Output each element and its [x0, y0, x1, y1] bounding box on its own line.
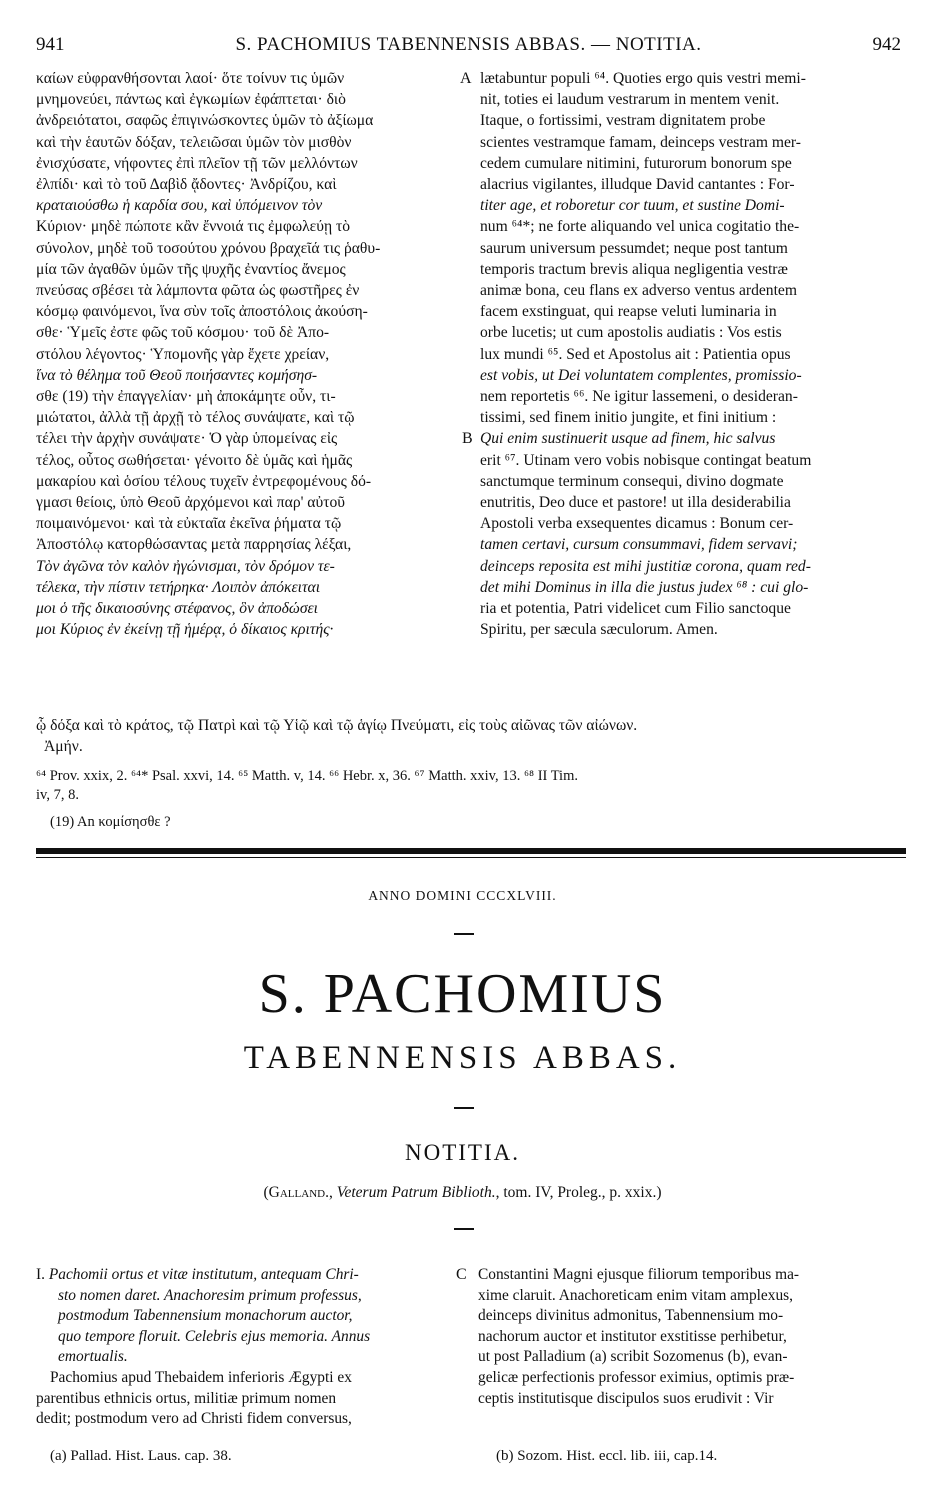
- greek-line: σθε (19) τὴν ἐπαγγελίαν· μὴ ἀποκάμητε οὖν, τι-: [36, 388, 336, 406]
- footnote-19: (19) Αn κομίσησθε ?: [50, 814, 171, 830]
- greek-text-column: [36, 68, 456, 640]
- greek-line: Κύριον· μηδὲ πώποτε κἂν ἔννοιά τις ἐμφωλεύῃ τὸ: [36, 218, 351, 236]
- page-number-right: 942: [872, 34, 901, 55]
- body-line: parentibus ethnicis ortus, militiæ primum nomen: [36, 1389, 337, 1407]
- notitia-right-column: [478, 1265, 902, 1409]
- latin-line: tissimi, sed finem initio jungite, et fini initium :: [480, 409, 777, 427]
- greek-line: ἐλπίδι· καὶ τὸ τοῦ Δαβὶδ ᾄδοντες· Ἀνδρίζου, καὶ: [36, 176, 337, 194]
- body-line: dedit; postmodum vero ad Christi fidem conversus,: [36, 1410, 352, 1428]
- anno-domini: ANNO DOMINI CCCXLVIII.: [368, 888, 557, 903]
- latin-line: det mihi Dominus in illa die justus judex ⁶⁸ : cui glo-: [480, 578, 809, 596]
- greek-closing-line: Ἀμήν.: [44, 738, 83, 756]
- summary-number: I.: [36, 1266, 45, 1283]
- latin-line: Qui enim sustinuerit usque ad finem, hic salvus: [480, 430, 776, 448]
- greek-line: μοι ὁ τῆς δικαιοσύνης στέφανος, ὃν ἀποδώσει: [36, 600, 318, 618]
- page-number-left: 941: [36, 34, 65, 55]
- scripture-line: iv, 7, 8.: [36, 787, 79, 803]
- footnote-b: (b) Sozom. Hist. eccl. lib. iii, cap.14.: [496, 1448, 718, 1464]
- dash-separator: [454, 1228, 474, 1230]
- latin-line: erit ⁶⁷. Utinam vero vobis nobisque contingat beatum: [480, 451, 812, 469]
- greek-line: στόλου λέγοντος· Ὑπομονῆς γὰρ ἔχετε χρείαν,: [36, 345, 330, 363]
- section-subtitle: TABENNENSIS ABBAS.: [243, 1040, 682, 1076]
- notitia-left-column: [36, 1265, 456, 1430]
- body-line: Pachomius apud Thebaidem inferioris Ægypti ex: [50, 1368, 352, 1386]
- latin-line: enutritis, Deo duce et pastore! ut illa desiderabilia: [480, 494, 791, 512]
- latin-line: Spiritu, per sæcula sæculorum. Amen.: [480, 621, 718, 639]
- latin-line: temporis tractum brevis aliqua negligentia vestræ: [480, 260, 788, 278]
- greek-line: μιώτατοι, ἀλλὰ τῇ ἀρχῇ τὸ τέλος συνάψατε, καὶ τῷ: [36, 409, 355, 427]
- running-title: S. PACHOMIUS TABENNENSIS ABBAS. — NOTITIA.: [235, 34, 702, 55]
- greek-line: κραταιούσθω ἡ καρδία σου, καὶ ὑπόμεινον τὸν: [36, 197, 323, 215]
- summary-text: Pachomii ortus et vitæ institutum, antequam Chri-: [48, 1266, 359, 1283]
- summary-line: postmodum Tabennensium monachorum auctor,: [58, 1307, 353, 1325]
- greek-line: σύνολον, μηδὲ τοῦ τοσούτου χρόνου βραχεῖά τις ῥαθυ-: [36, 239, 381, 257]
- greek-line: Ἀποστόλῳ κατορθώσαντας μετὰ παρρησίας λέξαι,: [36, 536, 352, 554]
- greek-line: Τὸν ἀγῶνα τὸν καλὸν ἠγώνισμαι, τὸν δρόμον τε-: [36, 557, 335, 575]
- body-line: ut post Palladium (a) scribit Sozomenus (b), evan-: [478, 1348, 788, 1366]
- footnote-a: (a) Pallad. Hist. Laus. cap. 38.: [50, 1448, 232, 1464]
- greek-line: ἵνα τὸ θέλημα τοῦ Θεοῦ ποιήσαντες κομήσησ-: [36, 366, 318, 384]
- greek-line: τέλει τὴν ἀρχὴν συνάψατε· Ὁ γὰρ ὑπομείνας εἰς: [36, 430, 338, 448]
- latin-line: Apostoli verba exsequentes dicamus : Bonum cer-: [480, 515, 794, 533]
- latin-line: sanctumque terminum consequi, divino dogmate: [480, 472, 784, 490]
- greek-line: μία τῶν ἀγαθῶν ὑμῶν τῆς ψυχῆς ἐναντίος ἄνεμος: [36, 260, 346, 278]
- latin-line: nit, toties ei laudum vestrarum in mentem venit.: [480, 91, 780, 109]
- scripture-references: [36, 767, 901, 832]
- latin-line: lætabuntur populi ⁶⁴. Quoties ergo quis vestri memi-: [480, 70, 806, 87]
- latin-line: saurum universum pessumdet; neque post tantum: [480, 239, 788, 257]
- source-author: Galland.: [268, 1184, 329, 1201]
- greek-line: ἀνδρειότατοι, σαφῶς ἐπιγινώσκοντες ὑμῶν τὸ ἀξίωμα: [36, 112, 374, 130]
- latin-line: tamen certavi, cursum consummavi, fidem servavi;: [480, 536, 798, 554]
- greek-closing-text: [36, 715, 901, 757]
- body-line: ceptis institutisque discipulos suos erudivit : Vir: [478, 1389, 774, 1407]
- greek-line: ποιμαινόμενοι· καὶ τὰ εὐκταῖα ἐκεῖνα ῥήματα τῷ: [36, 515, 342, 533]
- greek-line: τέλος, οὗτος σωθήσεται· γένοιτο δὲ ὑμᾶς καὶ ἡμᾶς: [36, 451, 353, 469]
- greek-line: ἐνισχύσατε, νήφοντες ἐπὶ πλεῖον τῇ τῶν μελλόντων: [36, 154, 358, 172]
- latin-line: scientes vestramque famam, deinceps vestram mer-: [480, 133, 801, 151]
- source-citation: (Galland., Veterum Patrum Biblioth., tom. IV, Proleg., p. xxix.): [263, 1184, 662, 1201]
- greek-line: τέλεκα, τὴν πίστιν τετήρηκα· Λοιπὸν ἀπόκειται: [36, 578, 321, 596]
- greek-line: καὶ τὴν ἑαυτῶν δόξαν, τελειῶσαι ὑμῶν τὸν μισθὸν: [36, 133, 352, 151]
- section-title: S. PACHOMIUS: [258, 963, 667, 1025]
- latin-line: est vobis, ut Dei voluntatem complentes, promissio-: [480, 366, 802, 384]
- notitia-heading: NOTITIA.: [405, 1140, 520, 1165]
- section-divider-thick: [36, 848, 906, 854]
- latin-line: facem exstinguat, qui reapse veluti luminaria in: [480, 303, 777, 321]
- body-line: nachorum auctor et institutor exstitisse perhibetur,: [478, 1327, 787, 1345]
- latin-line: Itaque, o fortissimi, vestram dignitatem probe: [480, 112, 766, 130]
- body-line: Constantini Magni ejusque filiorum temporibus ma-: [478, 1266, 800, 1283]
- latin-line: titer age, et roboretur cor tuum, et sustine Domi-: [480, 197, 785, 215]
- latin-line: orbe lucetis; ut cum apostolis audiatis : Vos estis: [480, 324, 782, 342]
- body-line: gelicæ perfectionis professor eximius, optimis præ-: [478, 1368, 795, 1386]
- latin-line: animæ bona, ceu flans ex adverso ventus ardentem: [480, 282, 797, 300]
- greek-line: μνημονεύει, πάντως καὶ ἐγκωμίων ἐφάπτεται· διὸ: [36, 91, 346, 109]
- body-line: deinceps divinitus admonitus, Tabennensium mo-: [478, 1307, 784, 1325]
- running-header: [36, 34, 901, 58]
- summary-line: quo tempore floruit. Celebris ejus memoria. Annus: [58, 1327, 371, 1345]
- section-divider-thin: [36, 857, 906, 858]
- dash-separator: [454, 933, 474, 935]
- margin-letter-b: B: [462, 430, 473, 447]
- source-rest: , tom. IV, Proleg., p. xxix.): [495, 1184, 662, 1201]
- latin-line: lux mundi ⁶⁵. Sed et Apostolus ait : Patientia opus: [480, 345, 791, 363]
- latin-line: num ⁶⁴*; ne forte aliquando vel unica cogitatio the-: [480, 218, 800, 236]
- summary-line: sto nomen daret. Anachoresim primum professus,: [58, 1286, 362, 1304]
- summary-line: [36, 1265, 456, 1286]
- summary-line: emortualis.: [58, 1348, 128, 1366]
- latin-text-column: [480, 68, 902, 640]
- greek-line: μακαρίου καὶ ὁσίου τέλους τυχεῖν ἐντρεφομένους δό-: [36, 472, 372, 490]
- latin-line: cedem cumulare nitimini, futurorum bonorum spe: [480, 154, 792, 172]
- margin-letter-a: A: [460, 70, 472, 87]
- greek-line: σθε· Ὑμεῖς ἐστε φῶς τοῦ κόσμου· τοῦ δὲ Ἀπο-: [36, 324, 330, 342]
- greek-line: καίων εὐφρανθήσονται λαοί· ὅτε τοίνυν τις ὑμῶν: [36, 70, 345, 87]
- margin-letter-c: C: [456, 1266, 467, 1283]
- greek-closing-line: ᾧ δόξα καὶ τὸ κράτος, τῷ Πατρὶ καὶ τῷ Υἱῷ καὶ τῷ ἁγίῳ Πνεύματι, εἰς τοὺς αἰῶνας τῶν αἰώνων.: [36, 717, 638, 734]
- latin-line: alacrius vigilantes, illudque David cantantes : For-: [480, 176, 795, 194]
- dash-separator: [454, 1107, 474, 1109]
- latin-line: nem reportetis ⁶⁶. Ne igitur lassemeni, o desideran-: [480, 388, 798, 406]
- scripture-line: ⁶⁴ Prov. xxix, 2. ⁶⁴* Psal. xxvi, 14. ⁶⁵ Matth. v, 14. ⁶⁶ Hebr. x, 36. ⁶⁷ Matth. xxiv, 13. ⁶⁸ II Tim.: [36, 768, 578, 784]
- greek-line: μοι Κύριος ἐν ἐκείνῃ τῇ ἡμέρᾳ, ὁ δίκαιος κριτής·: [36, 621, 334, 639]
- source-open: (: [263, 1184, 269, 1201]
- greek-line: κόσμῳ φαινόμενοι, ἵνα σὺν τοῖς ἀποστόλοις ἀκούση-: [36, 303, 368, 321]
- greek-line: γμασι θείοις, ὑπὸ Θεοῦ ἀρχόμενοι καὶ παρ' αὐτοῦ: [36, 494, 345, 512]
- body-line: xime claruit. Anachoreticam enim vitam amplexus,: [478, 1286, 793, 1304]
- greek-line: πνεύσας σβέσει τὰ λάμποντα φῶτα ὡς φωστῆρες ἐν: [36, 282, 360, 300]
- latin-line: ria et potentia, Patri videlicet cum Filio sanctoque: [480, 600, 791, 618]
- source-work: Veterum Patrum Biblioth.: [336, 1184, 496, 1201]
- latin-line: deinceps reposita est mihi justitiæ corona, quam red-: [480, 557, 811, 575]
